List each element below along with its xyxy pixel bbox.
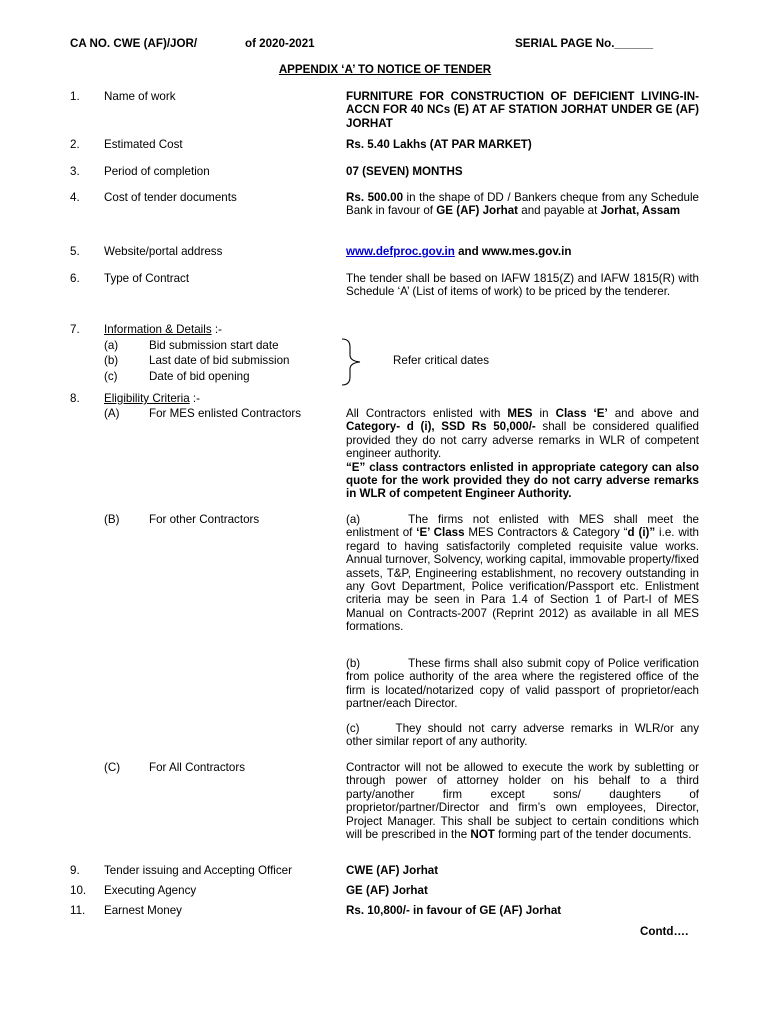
eligibility-criteria-suffix: :- bbox=[189, 392, 200, 405]
tender-document-amount: Rs. 500.00 bbox=[346, 191, 404, 204]
item-label-executing-agency: Executing Agency bbox=[104, 884, 197, 897]
item-number: 7. bbox=[70, 323, 80, 336]
contract-number: CA NO. CWE (AF)/JOR/ bbox=[70, 37, 198, 50]
sub-item-mark: (c) bbox=[104, 370, 118, 383]
item-value-cost-of-tender-documents bbox=[346, 191, 699, 218]
item-label-period-of-completion: Period of completion bbox=[104, 165, 210, 178]
item-value-executing-agency: GE (AF) Jorhat bbox=[346, 884, 428, 897]
contract-year: of 2020-2021 bbox=[245, 37, 315, 50]
item-number: 10. bbox=[70, 884, 87, 897]
last-date-bid-submission-label: Last date of bid submission bbox=[149, 354, 290, 367]
item-number: 1. bbox=[70, 90, 80, 103]
eligibility-criteria-heading: Eligibility Criteria bbox=[104, 392, 190, 405]
criteria-value-all-contractors: Contractor will not be allowed to execute the work by subletting or through power of attorney holder on his behalf to a third party/another firm except sons/ daughters of proprietor/partner/Director and firm’s own employees, Director, Project Manager. This shall be subject to certain conditions which will be prescribed in the NOT forming part of the tender documents. bbox=[346, 761, 699, 842]
item-value-period-of-completion: 07 (SEVEN) MONTHS bbox=[346, 165, 463, 178]
criteria-mark-c: (C) bbox=[104, 761, 121, 774]
item-value-website-portal bbox=[346, 245, 699, 258]
item-label-eligibility-criteria bbox=[104, 392, 200, 405]
item-label-tender-officer: Tender issuing and Accepting Officer bbox=[104, 864, 292, 877]
item-number: 11. bbox=[70, 904, 86, 917]
item-value-tender-officer: CWE (AF) Jorhat bbox=[346, 864, 439, 877]
criteria-value-other-contractors-a: (a) The firms not enlisted with MES shall meet the enlistment of ‘E’ Class MES Contractors & Category “d (i)” i.e. with regard to having satisfactorily completed requisite value works. Annual turnover, Solvency, working capital, immovable property/fixed assets, T&P, Engineering establishment, no recovery outstanding in any Govt Department, Police verification/Passport etc. Enlistment criteria may be seen in Para 1.4 of Section 1 of Part-I of MES Manual on Contracts-2007 (Reprint 2012) as available in all MES formations. bbox=[346, 513, 699, 634]
item-number: 5. bbox=[70, 245, 80, 258]
criteria-label-mes-enlisted: For MES enlisted Contractors bbox=[149, 407, 302, 420]
item-label-name-of-work: Name of work bbox=[104, 90, 176, 103]
item-label-estimated-cost: Estimated Cost bbox=[104, 138, 183, 151]
criteria-label-all-contractors: For All Contractors bbox=[149, 761, 245, 774]
item-label-cost-of-tender-documents: Cost of tender documents bbox=[104, 191, 237, 204]
criteria-value-other-contractors-b: (b) These firms shall also submit copy of Police verification from police authority of the area where the registered office of the firm is located/notarized copy of valid passport of proprietor/each partner/each Director. bbox=[346, 657, 699, 711]
item-number: 9. bbox=[70, 864, 80, 877]
criteria-value-mes-enlisted: All Contractors enlisted with MES in Class ‘E’ and above and Category- d (i), SSD Rs 50,000/- shall be considered qualified provided they do not carry adverse remarks in WLR of competent engineer authority. “E” class contractors enlisted in appropriate category can also quote for the work provided they do not carry adverse remarks in WLR of competent Engineer Authority. bbox=[346, 407, 699, 501]
bid-submission-start-date-label: Bid submission start date bbox=[149, 339, 279, 352]
sub-item-mark: (a) bbox=[104, 339, 119, 352]
refer-critical-dates: Refer critical dates bbox=[393, 354, 490, 367]
item-number: 2. bbox=[70, 138, 80, 151]
criteria-label-other-contractors: For other Contractors bbox=[149, 513, 260, 526]
item-value-name-of-work: FURNITURE FOR CONSTRUCTION OF DEFICIENT LIVING-IN-ACCN FOR 40 NCs (E) AT AF STATION JORHAT UNDER GE (AF) JORHAT bbox=[346, 90, 699, 130]
sub-item-mark: (b) bbox=[104, 354, 119, 367]
payable-place: Jorhat, Assam bbox=[600, 204, 681, 218]
criteria-value-other-contractors-c: (c) They should not carry adverse remarks in WLR/or any other similar report of any authority. bbox=[346, 722, 699, 749]
item-number: 3. bbox=[70, 165, 80, 178]
payable-at-text: and payable at bbox=[518, 204, 601, 218]
information-details-heading: Information & Details bbox=[104, 323, 212, 336]
item-value-earnest-money: Rs. 10,800/- in favour of GE (AF) Jorhat bbox=[346, 904, 562, 917]
right-brace-icon bbox=[338, 337, 368, 387]
item-number: 4. bbox=[70, 191, 80, 204]
e-class-contractors-note: “E” class contractors enlisted in appropriate category can also quote for the work provided they do not carry adverse remarks in WLR of competent Engineer Authority. bbox=[346, 460, 699, 501]
item-value-estimated-cost: Rs. 5.40 Lakhs (AT PAR MARKET) bbox=[346, 138, 532, 151]
payee-name: GE (AF) Jorhat bbox=[436, 204, 519, 218]
mes-website-text: and www.mes.gov.in bbox=[454, 245, 572, 258]
continued-marker: Contd…. bbox=[640, 925, 689, 938]
item-label-earnest-money: Earnest Money bbox=[104, 904, 182, 917]
information-details-suffix: :- bbox=[211, 323, 222, 336]
item-label-information-details bbox=[104, 323, 222, 336]
date-of-bid-opening-label: Date of bid opening bbox=[149, 370, 250, 383]
payment-mode-text: in the shape of DD / Bankers cheque from any Schedule Bank in favour of bbox=[346, 191, 699, 218]
criteria-mark-b: (B) bbox=[104, 513, 120, 526]
item-label-website-portal: Website/portal address bbox=[104, 245, 223, 258]
item-number: 6. bbox=[70, 272, 80, 285]
item-number: 8. bbox=[70, 392, 80, 405]
item-value-type-of-contract: The tender shall be based on IAFW 1815(Z) and IAFW 1815(R) with Schedule ‘A’ (List of items of work) to be priced by the tenderer. bbox=[346, 272, 699, 299]
page-title: APPENDIX ‘A’ TO NOTICE OF TENDER bbox=[278, 63, 492, 76]
item-label-type-of-contract: Type of Contract bbox=[104, 272, 190, 285]
criteria-mark-a: (A) bbox=[104, 407, 120, 420]
defproc-portal-link[interactable]: www.defproc.gov.in bbox=[346, 245, 455, 258]
serial-page-number: SERIAL PAGE No.______ bbox=[515, 37, 654, 50]
